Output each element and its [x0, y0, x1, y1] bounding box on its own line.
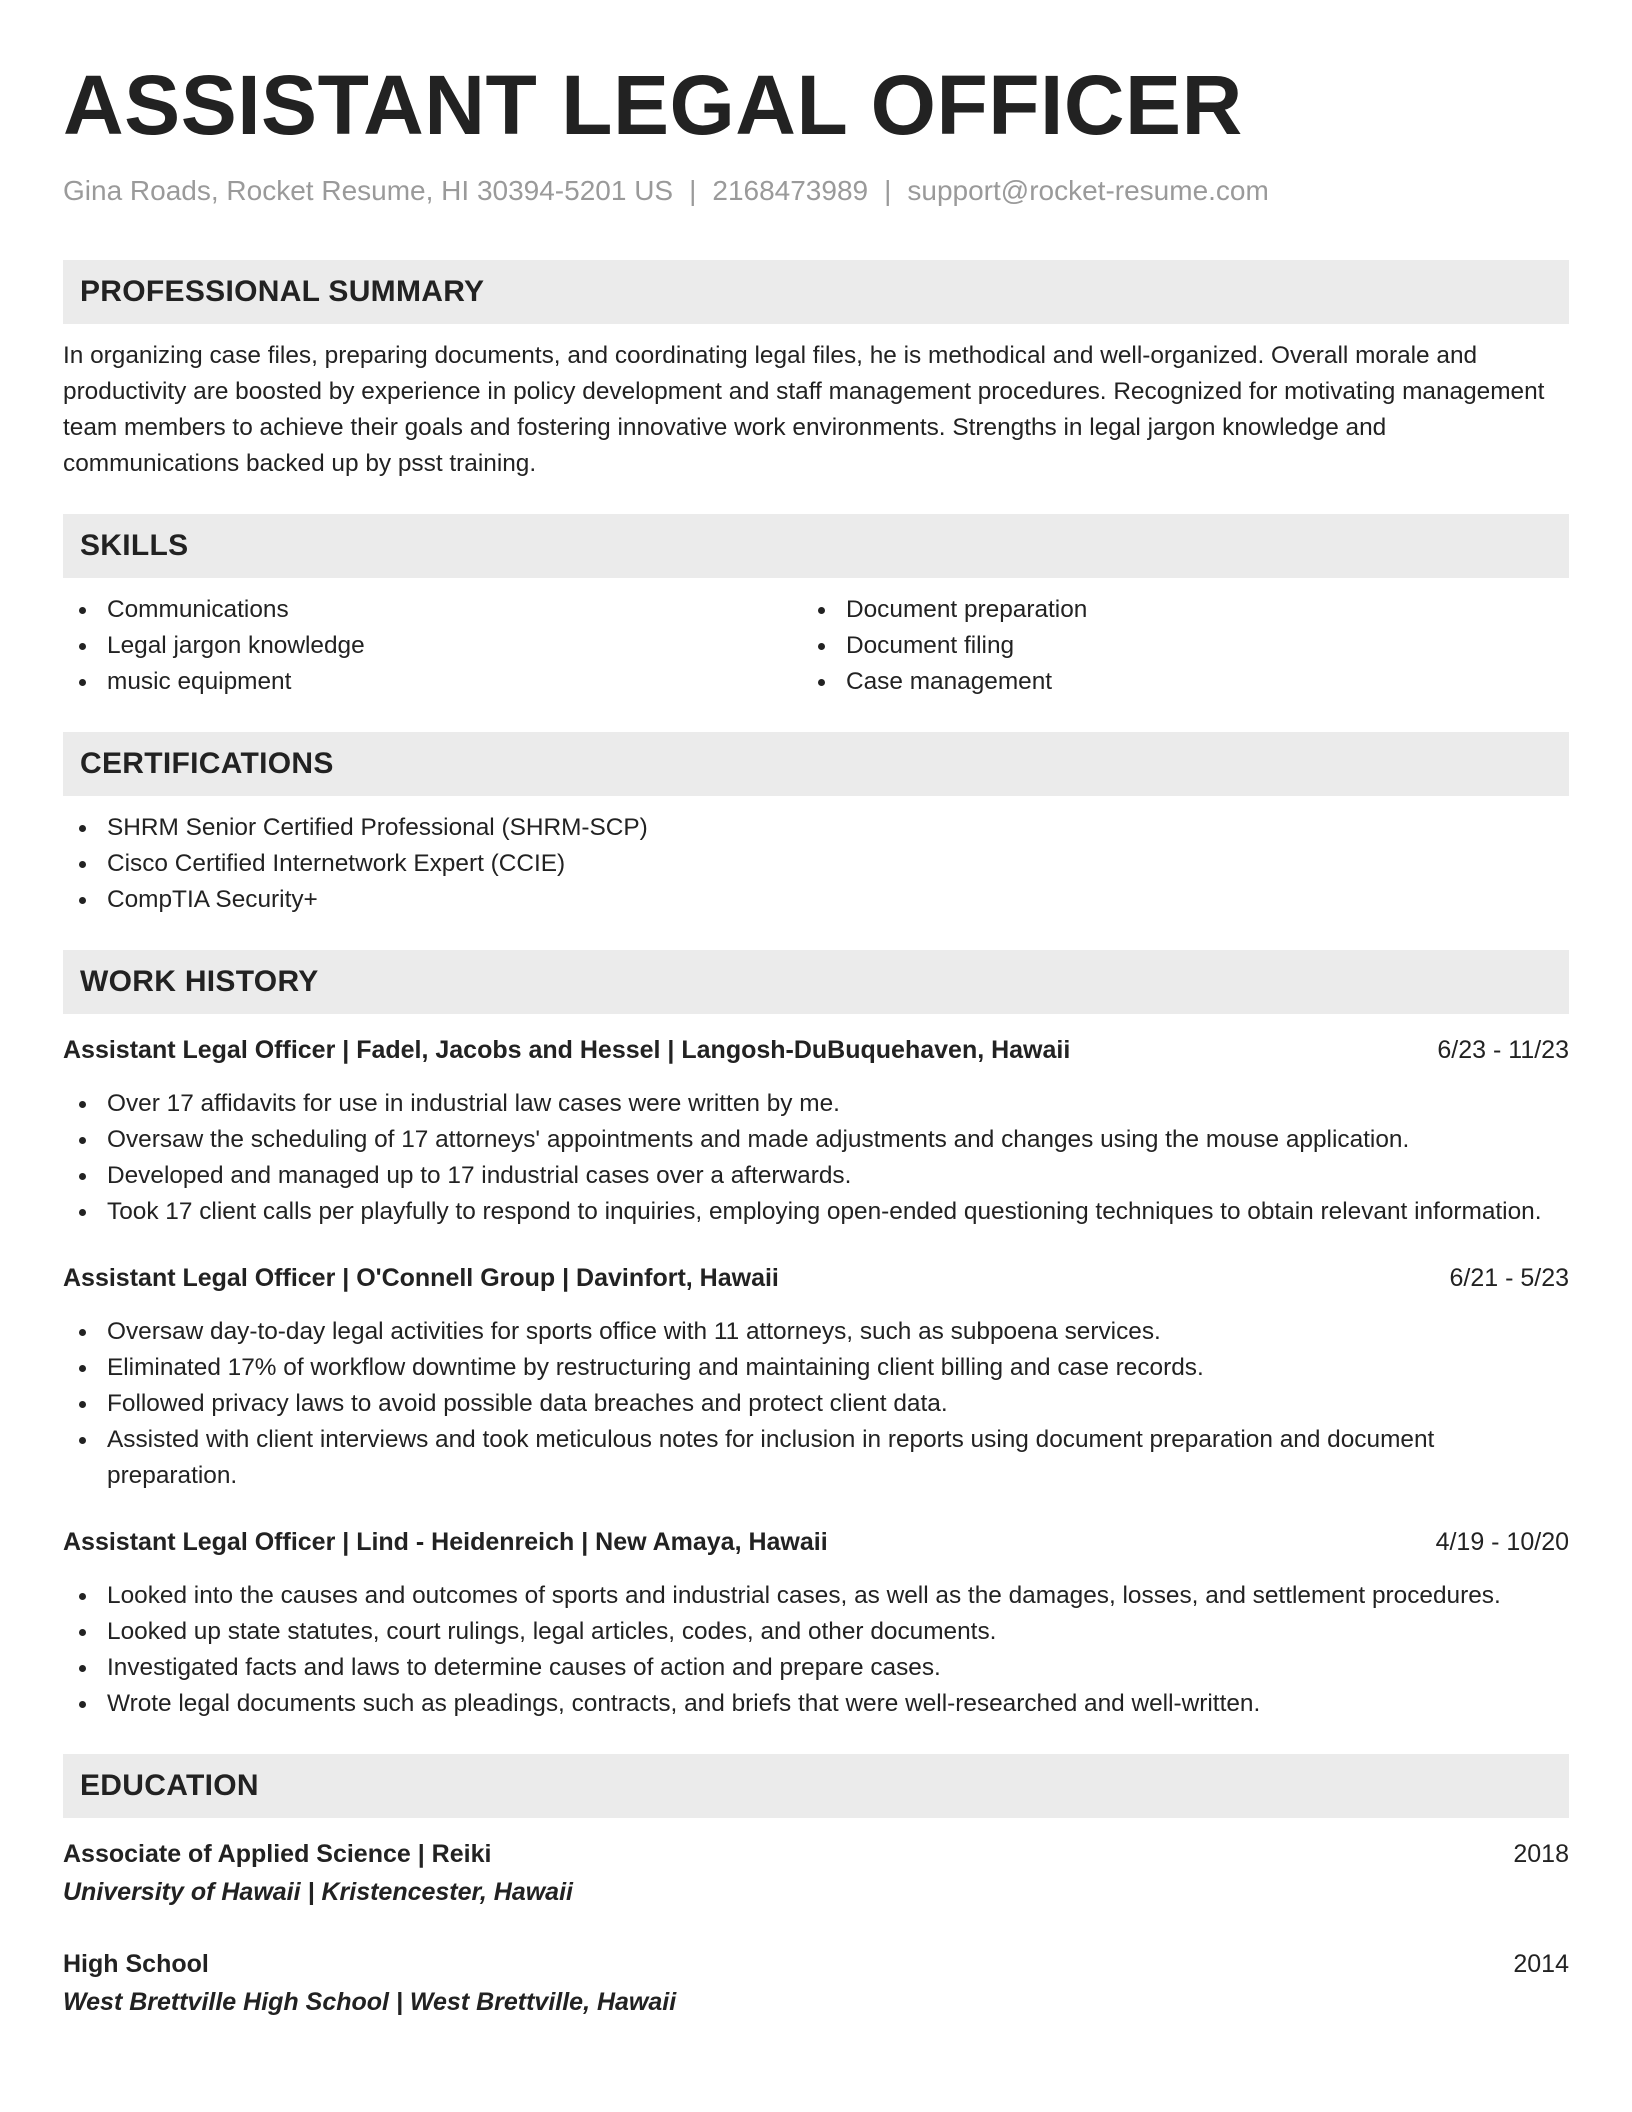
job-title: Assistant Legal Officer | Fadel, Jacobs and Hessel | Langosh-DuBuquehaven, Hawaii [63, 1036, 1071, 1064]
skills-section [63, 514, 1569, 700]
job-bullet: Looked up state statutes, court rulings, legal articles, codes, and other documents. [63, 1614, 1569, 1650]
job-bullet: Followed privacy laws to avoid possible data breaches and protect client data. [63, 1386, 1569, 1422]
education-header [63, 1836, 1569, 1872]
job-entry [63, 1524, 1569, 1722]
certification-item: SHRM Senior Certified Professional (SHRM-SCP) [63, 810, 1569, 846]
certification-item: CompTIA Security+ [63, 882, 1569, 918]
contact-line [63, 174, 1569, 208]
job-dates: 6/23 - 11/23 [1437, 1036, 1569, 1064]
job-dates: 4/19 - 10/20 [1435, 1528, 1569, 1556]
job-bullet: Over 17 affidavits for use in industrial law cases were written by me. [63, 1086, 1569, 1122]
job-header [63, 1260, 1569, 1296]
job-bullets [63, 1578, 1569, 1722]
job-bullet: Looked into the causes and outcomes of sports and industrial cases, as well as the damages, losses, and settlement procedures. [63, 1578, 1569, 1614]
job-bullet: Assisted with client interviews and took meticulous notes for inclusion in reports using document preparation and document preparation. [63, 1422, 1569, 1494]
section-heading-skills: SKILLS [63, 514, 1569, 578]
education-school: West Brettville High School | West Brettville, Hawaii [63, 1988, 677, 2016]
certification-item: Cisco Certified Internetwork Expert (CCIE) [63, 846, 1569, 882]
job-bullet: Took 17 client calls per playfully to respond to inquiries, employing open-ended questioning techniques to obtain relevant information. [63, 1194, 1569, 1230]
section-heading-work-history: WORK HISTORY [63, 950, 1569, 1014]
contact-email: support@rocket-resume.com [907, 175, 1269, 206]
education-school: University of Hawaii | Kristencester, Hawaii [63, 1878, 573, 1906]
job-entry [63, 1260, 1569, 1494]
job-title: Assistant Legal Officer | O'Connell Group | Davinfort, Hawaii [63, 1264, 779, 1292]
education-year: 2014 [1513, 1950, 1569, 1978]
job-dates: 6/21 - 5/23 [1449, 1264, 1569, 1292]
certifications-list [63, 810, 1569, 918]
skill-item: Document preparation [802, 592, 1541, 628]
education-entry [63, 1836, 1569, 1912]
education-degree: High School [63, 1950, 209, 1978]
contact-separator: | [884, 175, 892, 206]
job-bullet: Oversaw day-to-day legal activities for sports office with 11 attorneys, such as subpoena services. [63, 1314, 1569, 1350]
summary-section [63, 260, 1569, 482]
education-entry [63, 1946, 1569, 2022]
skill-item: Document filing [802, 628, 1541, 664]
job-entry [63, 1032, 1569, 1230]
job-bullet: Oversaw the scheduling of 17 attorneys' appointments and made adjustments and changes using the mouse application. [63, 1122, 1569, 1158]
resume-title: ASSISTANT LEGAL OFFICER [63, 58, 1243, 152]
section-heading-education: EDUCATION [63, 1754, 1569, 1818]
summary-text: In organizing case files, preparing documents, and coordinating legal files, he is methodical and well-organized. Overall morale and productivity are boosted by experience in policy development and staff management procedures. Recognized for motivating management team members to achieve their goals and fostering innovative work environments. Strengths in legal jargon knowledge and communications backed up by psst training. [63, 342, 1545, 477]
section-heading-certifications: CERTIFICATIONS [63, 732, 1569, 796]
skills-list-right [802, 592, 1541, 700]
job-bullet: Developed and managed up to 17 industrial cases over a afterwards. [63, 1158, 1569, 1194]
skill-item: Legal jargon knowledge [63, 628, 802, 664]
job-bullet: Eliminated 17% of workflow downtime by restructuring and maintaining client billing and case records. [63, 1350, 1569, 1386]
work-history-section [63, 950, 1569, 1722]
job-bullet: Wrote legal documents such as pleadings, contracts, and briefs that were well-researched and well-written. [63, 1686, 1569, 1722]
job-bullets [63, 1086, 1569, 1230]
education-year: 2018 [1513, 1840, 1569, 1868]
contact-address: Gina Roads, Rocket Resume, HI 30394-5201 US [63, 175, 674, 206]
education-section [63, 1754, 1569, 2022]
skill-item: music equipment [63, 664, 802, 700]
skills-list-left [63, 592, 802, 700]
certifications-section [63, 732, 1569, 918]
job-header [63, 1524, 1569, 1560]
job-title: Assistant Legal Officer | Lind - Heidenreich | New Amaya, Hawaii [63, 1528, 828, 1556]
skills-grid [63, 592, 1569, 700]
job-header [63, 1032, 1569, 1068]
contact-phone: 2168473989 [712, 175, 869, 206]
education-degree: Associate of Applied Science | Reiki [63, 1840, 492, 1868]
skill-item: Communications [63, 592, 802, 628]
skill-item: Case management [802, 664, 1541, 700]
job-bullet: Investigated facts and laws to determine causes of action and prepare cases. [63, 1650, 1569, 1686]
contact-separator: | [689, 175, 697, 206]
job-bullets [63, 1314, 1569, 1494]
section-heading-summary: PROFESSIONAL SUMMARY [63, 260, 1569, 324]
education-header [63, 1946, 1569, 1982]
